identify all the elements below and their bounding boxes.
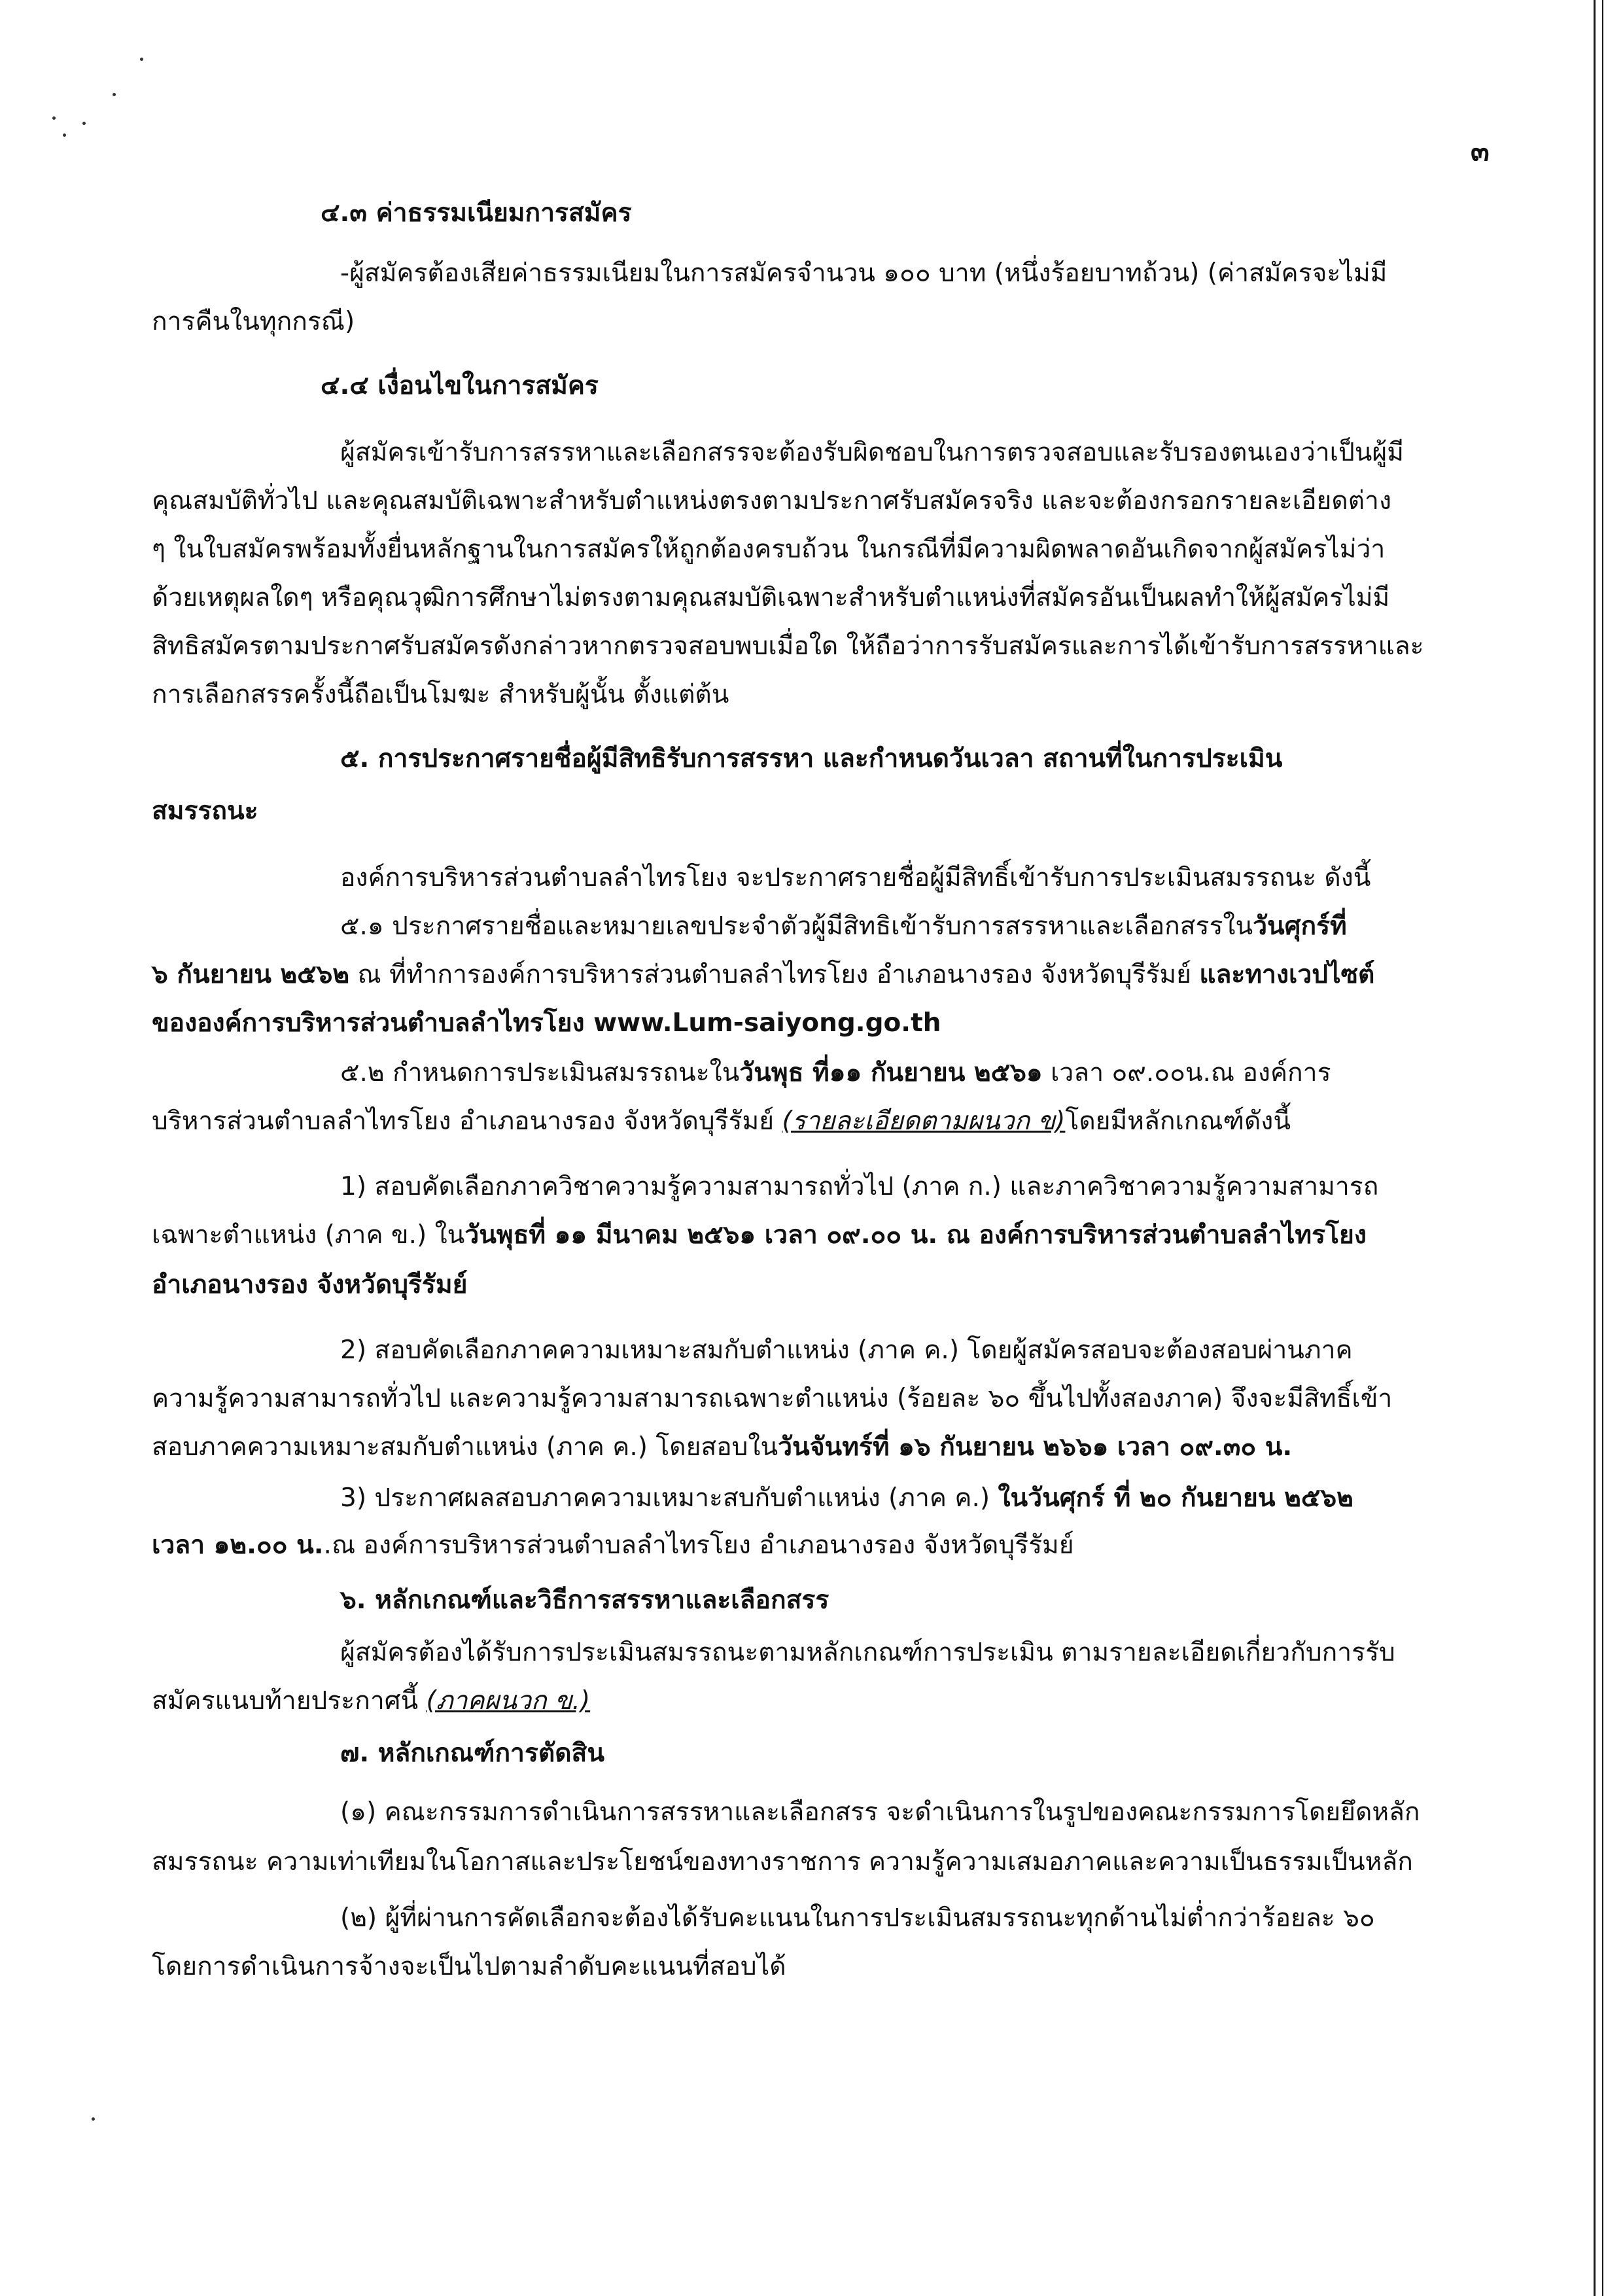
bold-text: ๖. หลักเกณฑ์และวิธีการสรรหาและเลือกสรร bbox=[340, 1585, 829, 1615]
text-line bbox=[152, 958, 1374, 992]
underlined-reference: (รายละเอียดตามผนวก ข) bbox=[782, 1106, 1066, 1136]
text-run: (๒) ผู้ที่ผ่านการคัดเลือกจะต้องได้รับคะแนนในการประเมินสมรรถนะทุกด้านไม่ต่ำกว่าร้อยละ ๖๐ bbox=[340, 1903, 1375, 1933]
text-line bbox=[340, 1170, 1378, 1204]
bold-text: วันพุธ ที่๑๑ กันยายน ๒๕๖๑ bbox=[739, 1058, 1043, 1087]
text-line bbox=[152, 794, 258, 828]
text-line bbox=[340, 436, 1404, 470]
text-run: คุณสมบัติทั่วไป และคุณสมบัติเฉพาะสำหรับตำแหน่งตรงตามประกาศรับสมัครจริง และจะต้องกรอกรายละเอียดต่าง bbox=[152, 486, 1392, 516]
text-line bbox=[152, 1218, 1367, 1252]
text-run: บริหารส่วนตำบลลำไทรโยง อำเภอนางรอง จังหวัดบุรีรัมย์ bbox=[152, 1106, 782, 1136]
text-line bbox=[340, 1481, 1353, 1515]
text-line bbox=[340, 910, 1347, 944]
text-run: องค์การบริหารส่วนตำบลลำไทรโยง จะประกาศรายชื่อผู้มีสิทธิ์เข้ารับการประเมินสมรรถนะ ดังนี้ bbox=[340, 863, 1371, 892]
text-line bbox=[152, 1104, 1291, 1139]
bold-text: เวลา ๑๒.๐๐ น. bbox=[152, 1530, 324, 1560]
text-run: ผู้สมัครเข้ารับการสรรหาและเลือกสรรจะต้องรับผิดชอบในการตรวจสอบและรับรองตนเองว่าเป็นผู้มี bbox=[340, 438, 1404, 467]
underlined-reference: (ภาคผนวก ข.) bbox=[426, 1686, 591, 1716]
text-run: สมรรถนะ ความเท่าเทียมในโอกาสและประโยชน์ของทางราชการ ความรู้ความเสมอภาคและความเป็นธรรมเป็นหลัก bbox=[152, 1847, 1413, 1877]
text-run: สอบภาคความเหมาะสมกับตำแหน่ง (ภาค ค.) โดยสอบใน bbox=[152, 1432, 778, 1462]
text-line bbox=[340, 1636, 1395, 1670]
text-run: เฉพาะตำแหน่ง (ภาค ข.) ใน bbox=[152, 1220, 465, 1250]
bold-text: และทางเวปไซต์ bbox=[1199, 960, 1375, 989]
text-line bbox=[340, 1737, 604, 1771]
text-run: ณ ที่ทำการองค์การบริหารส่วนตำบลลำไทรโยง อำเภอนางรอง จังหวัดบุรีรัมย์ bbox=[349, 960, 1200, 989]
text-run: ผู้สมัครต้องได้รับการประเมินสมรรถนะตามหลักเกณฑ์การประเมิน ตามรายละเอียดเกี่ยวกับการรับ bbox=[340, 1638, 1395, 1667]
text-run: -ผู้สมัครต้องเสียค่าธรรมเนียมในการสมัครจำนวน ๑๐๐ บาท (หนึ่งร้อยบาทถ้วน) (ค่าสมัครจะไม่มี bbox=[340, 258, 1387, 288]
text-line bbox=[152, 1006, 941, 1040]
text-run: การคืนในทุกกรณี) bbox=[152, 307, 355, 336]
text-line bbox=[152, 533, 1385, 567]
text-line bbox=[340, 742, 1282, 776]
text-line bbox=[152, 1845, 1413, 1879]
text-line bbox=[340, 1583, 829, 1617]
text-line bbox=[340, 1901, 1375, 1935]
scan-speck bbox=[63, 133, 66, 137]
text-line bbox=[152, 629, 1424, 663]
text-run: สิทธิสมัครตามประกาศรับสมัครดังกล่าวหากตรวจสอบพบเมื่อใด ให้ถือว่าการรับสมัครและการได้เข้ารับการสรรหาและ bbox=[152, 631, 1424, 661]
scan-edge-line bbox=[1594, 0, 1596, 2296]
text-line bbox=[340, 1333, 1353, 1368]
scan-edge-line-inner bbox=[1602, 0, 1603, 2296]
text-line bbox=[152, 1430, 1292, 1464]
text-line bbox=[152, 1382, 1392, 1416]
bold-text: ๔.๔ เงื่อนไขในการสมัคร bbox=[321, 371, 599, 400]
bold-text: ๕. การประกาศรายชื่อผู้มีสิทธิรับการสรรหา และกำหนดวันเวลา สถานที่ในการประเมิน bbox=[340, 744, 1283, 773]
text-line bbox=[340, 861, 1370, 895]
text-run: เวลา ๐๙.๐๐น.ณ องค์การ bbox=[1042, 1058, 1331, 1087]
scan-speck bbox=[92, 2117, 95, 2121]
scan-speck bbox=[113, 93, 116, 96]
text-run: ด้วยเหตุผลใดๆ หรือคุณวุฒิการศึกษาไม่ตรงตามคุณสมบัติเฉพาะสำหรับตำแหน่งที่สมัครอันเป็นผลทำให้ผู้สมัครไม่มี bbox=[152, 583, 1390, 612]
text-run: 2) สอบคัดเลือกภาคความเหมาะสมกับตำแหน่ง (ภาค ค.) โดยผู้สมัครสอบจะต้องสอบผ่านภาค bbox=[340, 1335, 1353, 1365]
bold-text: ขององค์การบริหารส่วนตำบลลำไทรโยง www.Lum-saiyong.go.th bbox=[152, 1008, 941, 1038]
text-run: .ณ องค์การบริหารส่วนตำบลลำไทรโยง อำเภอนางรอง จังหวัดบุรีรัมย์ bbox=[323, 1530, 1074, 1560]
bold-text: ในวันศุกร์ ที่ ๒๐ กันยายน ๒๕๖๒ bbox=[998, 1483, 1353, 1513]
text-run: ๕.๑ ประกาศรายชื่อและหมายเลขประจำตัวผู้มีสิทธิเข้ารับการสรรหาและเลือกสรรใน bbox=[340, 911, 1253, 941]
text-line bbox=[340, 1056, 1331, 1090]
text-line bbox=[152, 1684, 590, 1718]
text-line bbox=[152, 581, 1389, 615]
text-run: การเลือกสรรครั้งนี้ถือเป็นโมฆะ สำหรับผู้นั้น ตั้งแต่ต้น bbox=[152, 680, 729, 709]
text-line bbox=[321, 369, 599, 403]
text-run: โดยการดำเนินการจ้างจะเป็นไปตามลำดับคะแนนที่สอบได้ bbox=[152, 1952, 786, 1981]
bold-text: วันพุธที่ ๑๑ มีนาคม ๒๕๖๑ เวลา ๐๙.๐๐ น. ณ องค์การบริหารส่วนตำบลลำไทรโยง bbox=[464, 1220, 1367, 1250]
text-line bbox=[340, 256, 1387, 291]
bold-text: ๗. หลักเกณฑ์การตัดสิน bbox=[340, 1739, 605, 1768]
bold-text: วันศุกร์ที่ bbox=[1253, 911, 1347, 941]
text-run: 1) สอบคัดเลือกภาควิชาความรู้ความสามารถทั่วไป (ภาค ก.) และภาควิชาความรู้ความสามารถ bbox=[340, 1172, 1379, 1201]
bold-text: ๖ กันยายน ๒๕๖๒ bbox=[152, 960, 350, 989]
bold-text: สมรรถนะ bbox=[152, 796, 258, 826]
text-line bbox=[340, 1795, 1420, 1829]
bold-text: อำเภอนางรอง จังหวัดบุรีรัมย์ bbox=[152, 1270, 468, 1299]
text-run: 3) ประกาศผลสอบภาคความเหมาะสบกับตำแหน่ง (ภาค ค.) bbox=[340, 1483, 998, 1513]
text-run: สมัครแนบท้ายประกาศนี้ bbox=[152, 1686, 427, 1716]
scan-speck bbox=[82, 122, 86, 125]
scan-speck bbox=[52, 116, 56, 120]
text-line bbox=[152, 1528, 1074, 1563]
bold-text: วันจันทร์ที่ ๑๖ กันยายน ๒๖๖๑ เวลา ๐๙.๓๐ น. bbox=[778, 1432, 1293, 1462]
text-line bbox=[152, 1950, 786, 1984]
text-line bbox=[152, 484, 1391, 518]
text-run: ความรู้ความสามารถทั่วไป และความรู้ความสามารถเฉพาะตำแหน่ง (ร้อยละ ๖๐ ขึ้นไปทั้งสองภาค) จึงจะมีสิทธิ์เข้า bbox=[152, 1384, 1393, 1413]
text-line bbox=[152, 305, 355, 339]
text-run: ๆ ในใบสมัครพร้อมทั้งยื่นหลักฐานในการสมัครให้ถูกต้องครบถ้วน ในกรณีที่มีความผิดพลาดอันเกิดจากผู้สมัครไม่ว่า bbox=[152, 535, 1386, 564]
text-run: ๕.๒ กำหนดการประเมินสมรรถนะใน bbox=[340, 1058, 740, 1087]
bold-text: ๔.๓ ค่าธรรมเนียมการสมัคร bbox=[321, 198, 632, 228]
text-line bbox=[152, 678, 729, 712]
scan-speck bbox=[140, 58, 143, 61]
page-number: ๓ bbox=[1471, 135, 1490, 167]
text-run: (๑) คณะกรรมการดำเนินการสรรหาและเลือกสรร จะดำเนินการในรูปของคณะกรรมการโดยยึดหลัก bbox=[340, 1797, 1420, 1827]
text-line bbox=[152, 1268, 467, 1302]
text-line bbox=[321, 196, 632, 230]
text-run: โดยมีหลักเกณฑ์ดังนี้ bbox=[1065, 1106, 1291, 1136]
